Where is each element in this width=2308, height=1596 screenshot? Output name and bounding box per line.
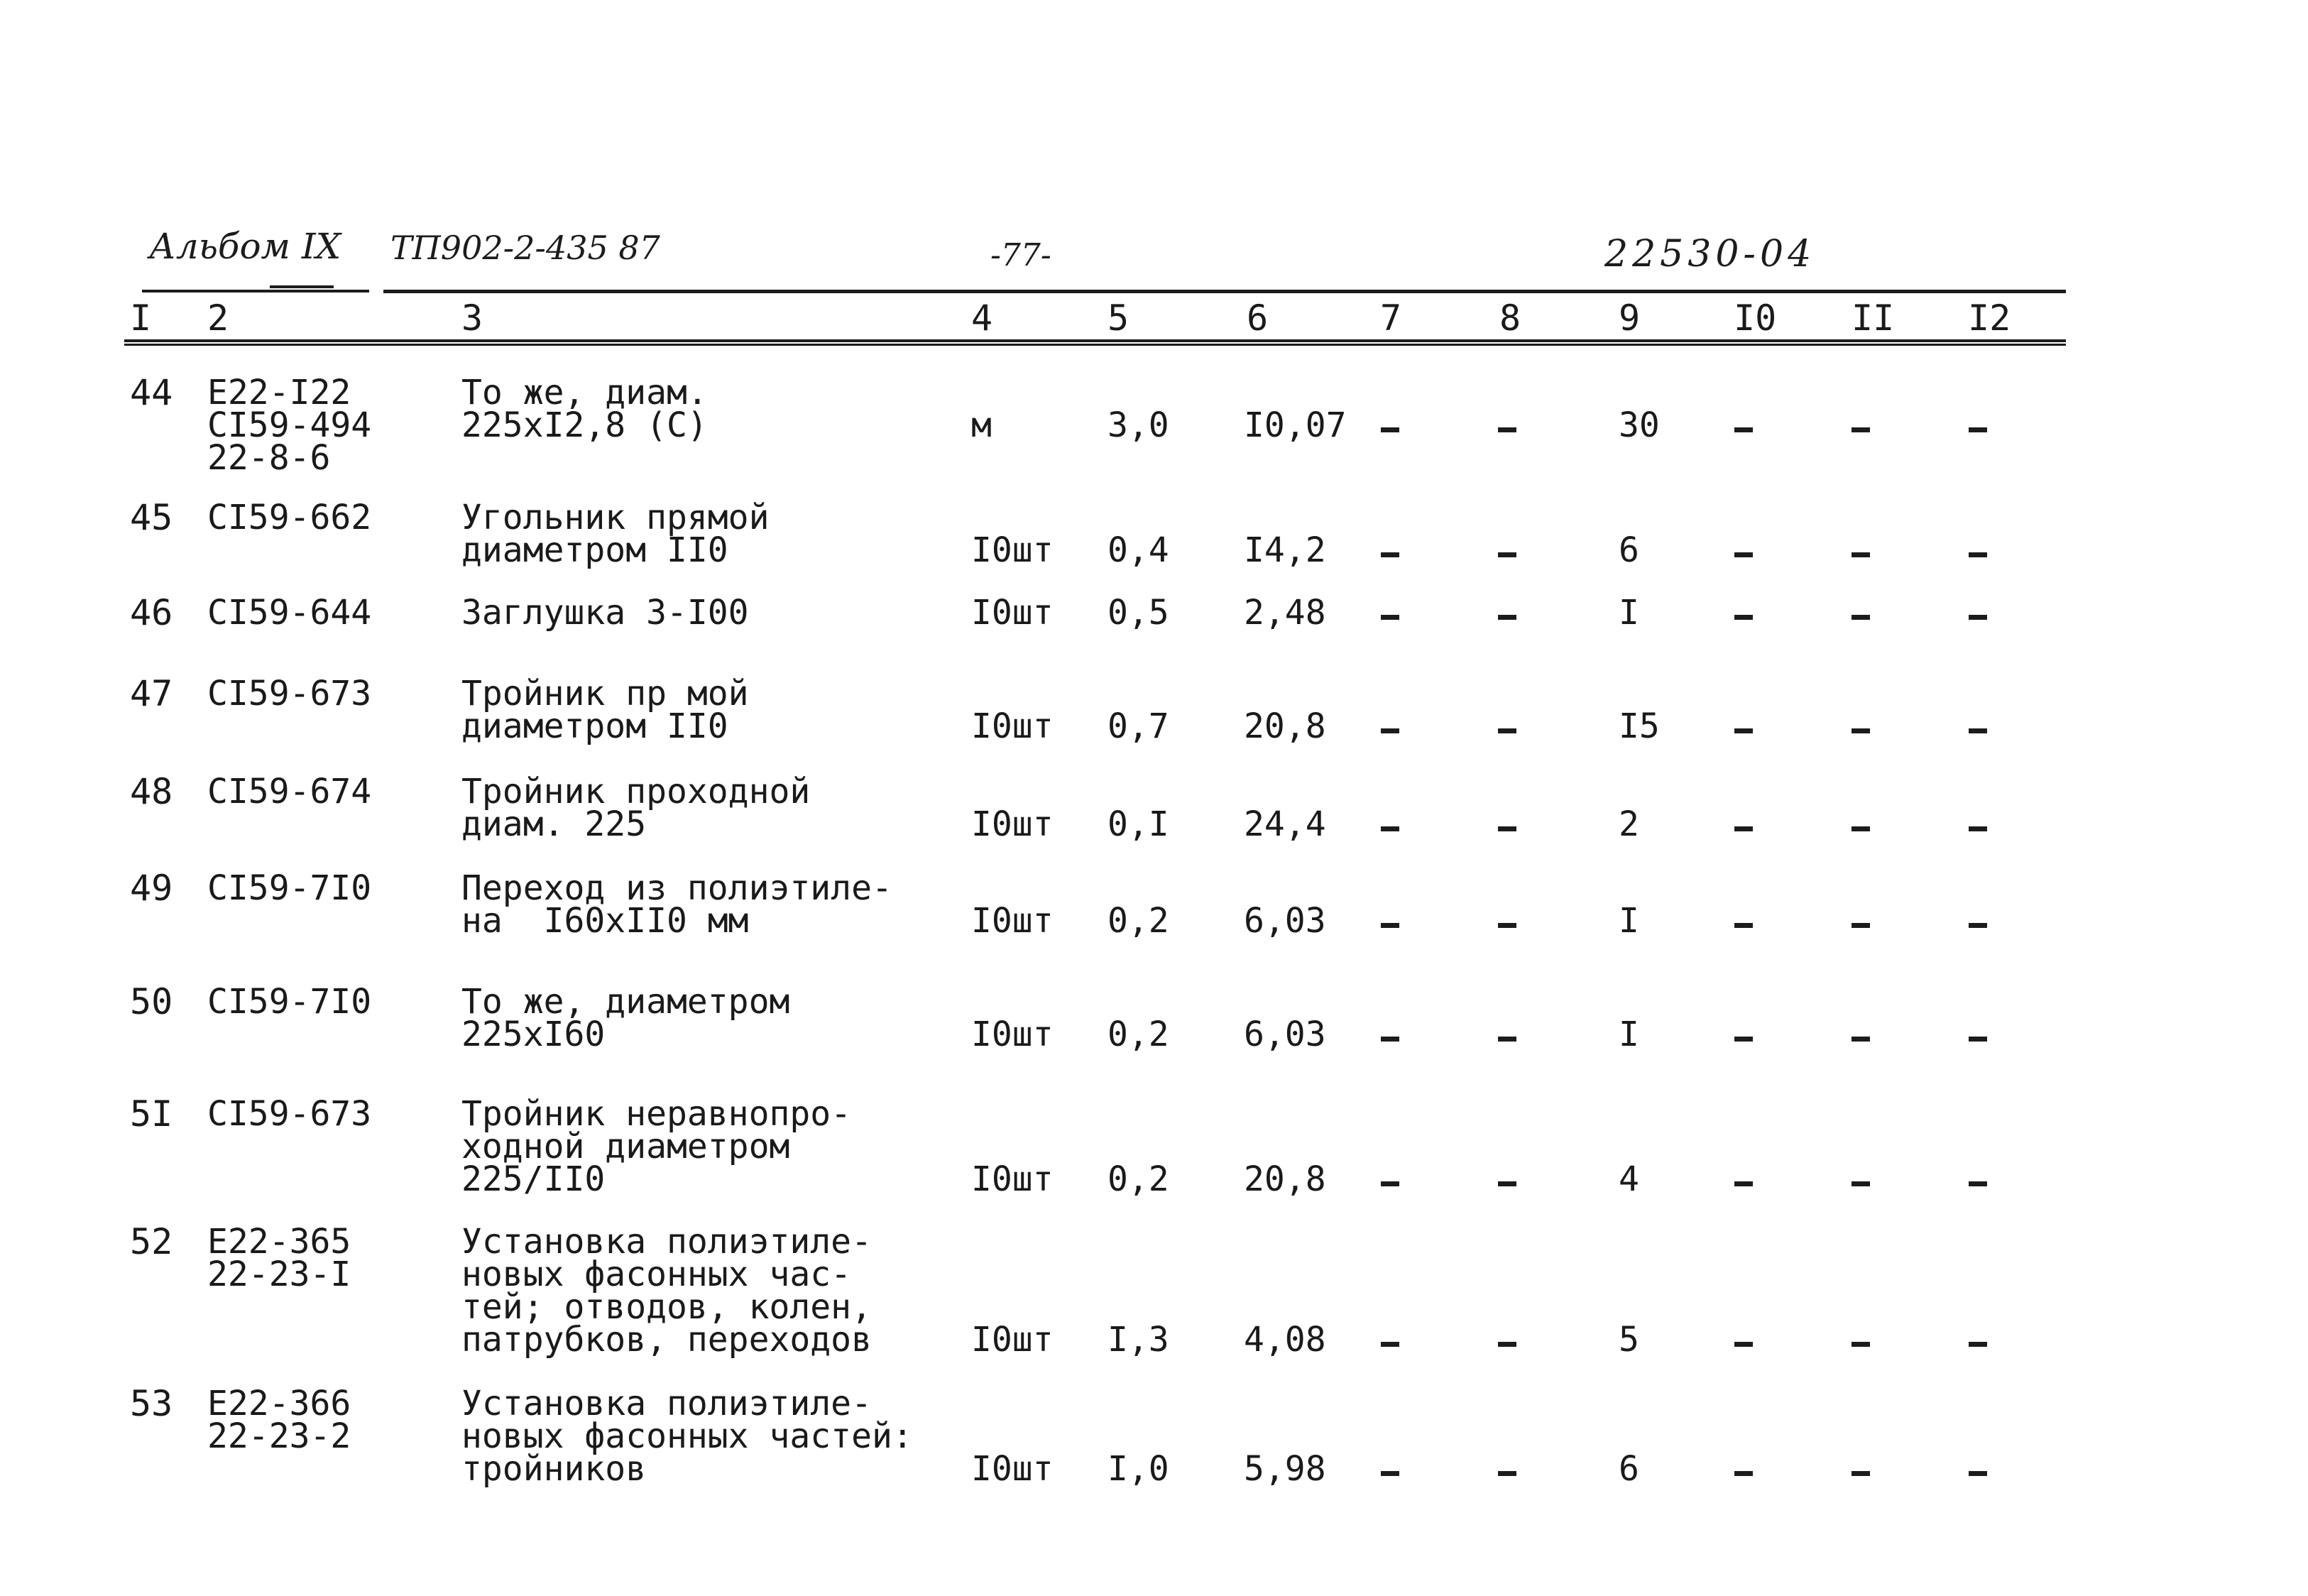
dash-mark-c10 bbox=[1734, 1342, 1753, 1347]
dash-mark-c7 bbox=[1381, 923, 1399, 928]
document-number: 22530-04 bbox=[1604, 233, 1816, 275]
row-code: Е22-I22 СI59-494 22-8-6 bbox=[207, 373, 372, 478]
column-header-rule-lower bbox=[124, 344, 2066, 346]
row-name: Установка полиэтиле- новых фасонных частей: тройников bbox=[461, 1384, 913, 1489]
dash-mark-c8 bbox=[1498, 552, 1516, 557]
row-value-col5: 3,0 bbox=[1107, 405, 1169, 445]
dash-mark-c11 bbox=[1852, 552, 1870, 557]
row-value-col9: 30 bbox=[1619, 405, 1660, 445]
column-header: 7 bbox=[1380, 297, 1402, 339]
dash-mark-c7 bbox=[1381, 1181, 1399, 1186]
row-unit: I0шт bbox=[971, 901, 1054, 941]
dash-mark-c11 bbox=[1852, 1471, 1870, 1476]
row-value-col5: 0,2 bbox=[1107, 1015, 1169, 1054]
row-value-col5: I,3 bbox=[1107, 1320, 1169, 1360]
row-value-col6: 24,4 bbox=[1244, 804, 1326, 844]
row-code: СI59-7I0 bbox=[207, 982, 372, 1022]
row-value-col6: I4,2 bbox=[1244, 530, 1326, 570]
dash-mark-c8 bbox=[1498, 1037, 1516, 1042]
row-unit: I0шт bbox=[971, 706, 1054, 746]
header-rule-left bbox=[142, 290, 369, 293]
row-unit: I0шт bbox=[971, 593, 1054, 633]
row-number: 45 bbox=[130, 497, 173, 538]
row-unit: I0шт bbox=[971, 1449, 1054, 1489]
row-value-col6: 5,98 bbox=[1244, 1449, 1326, 1489]
row-unit: I0шт bbox=[971, 804, 1054, 844]
row-number: 46 bbox=[130, 592, 173, 633]
dash-mark-c11 bbox=[1852, 728, 1870, 733]
row-value-col6: 2,48 bbox=[1244, 593, 1326, 633]
row-value-col5: 0,4 bbox=[1107, 530, 1169, 570]
dash-mark-c12 bbox=[1969, 728, 1987, 733]
dash-mark-c10 bbox=[1734, 1037, 1753, 1042]
row-number: 44 bbox=[130, 372, 173, 413]
row-value-col9: I bbox=[1619, 901, 1639, 941]
dash-mark-c12 bbox=[1969, 923, 1987, 928]
dash-mark-c12 bbox=[1969, 1342, 1987, 1347]
row-value-col5: 0,7 bbox=[1107, 706, 1169, 746]
album-label: Альбом IX bbox=[149, 226, 341, 267]
row-value-col9: 6 bbox=[1619, 1449, 1639, 1489]
dash-mark-c11 bbox=[1852, 826, 1870, 831]
row-code: СI59-674 bbox=[207, 772, 372, 811]
dash-mark-c8 bbox=[1498, 1471, 1516, 1476]
row-name: Угольник прямой диаметром II0 bbox=[461, 498, 770, 570]
row-value-col9: I bbox=[1619, 593, 1639, 633]
dash-mark-c10 bbox=[1734, 615, 1753, 620]
column-header: 4 bbox=[971, 297, 993, 339]
project-code: ТП902-2-435 87 bbox=[390, 229, 660, 267]
row-number: 50 bbox=[130, 981, 173, 1022]
row-value-col6: 20,8 bbox=[1244, 1159, 1326, 1199]
dash-mark-c12 bbox=[1969, 427, 1987, 432]
row-value-col6: I0,07 bbox=[1244, 405, 1347, 445]
dash-mark-c10 bbox=[1734, 1181, 1753, 1186]
dash-mark-c10 bbox=[1734, 427, 1753, 432]
row-name: То же, диам. 225хI2,8 (С) bbox=[461, 373, 708, 445]
dash-mark-c12 bbox=[1969, 1037, 1987, 1042]
column-header: 2 bbox=[207, 297, 229, 339]
row-value-col5: 0,2 bbox=[1107, 1159, 1169, 1199]
dash-mark-c10 bbox=[1734, 728, 1753, 733]
dash-mark-c10 bbox=[1734, 826, 1753, 831]
dash-mark-c11 bbox=[1852, 1181, 1870, 1186]
dash-mark-c12 bbox=[1969, 1471, 1987, 1476]
dash-mark-c11 bbox=[1852, 1037, 1870, 1042]
row-number: 49 bbox=[130, 868, 173, 909]
dash-mark-c11 bbox=[1852, 615, 1870, 620]
row-value-col6: 4,08 bbox=[1244, 1320, 1326, 1360]
row-value-col6: 20,8 bbox=[1244, 706, 1326, 746]
row-value-col5: 0,I bbox=[1107, 804, 1169, 844]
row-number: 5I bbox=[130, 1093, 173, 1135]
row-number: 53 bbox=[130, 1383, 173, 1424]
row-value-col5: I,0 bbox=[1107, 1449, 1169, 1489]
dash-mark-c8 bbox=[1498, 826, 1516, 831]
dash-mark-c8 bbox=[1498, 1181, 1516, 1186]
dash-mark-c7 bbox=[1381, 1342, 1399, 1347]
column-header: I bbox=[130, 297, 152, 339]
dash-mark-c7 bbox=[1381, 1471, 1399, 1476]
column-header: 9 bbox=[1619, 297, 1641, 339]
row-number: 52 bbox=[130, 1221, 173, 1262]
column-header-rule bbox=[124, 339, 2066, 342]
dash-mark-c8 bbox=[1498, 728, 1516, 733]
dash-mark-c7 bbox=[1381, 615, 1399, 620]
dash-mark-c8 bbox=[1498, 923, 1516, 928]
dash-mark-c12 bbox=[1969, 615, 1987, 620]
row-name: Переход из полиэтиле- на I60хII0 мм bbox=[461, 868, 892, 941]
row-value-col9: 6 bbox=[1619, 530, 1639, 570]
column-header: 8 bbox=[1499, 297, 1521, 339]
dash-mark-c10 bbox=[1734, 1471, 1753, 1476]
dash-mark-c8 bbox=[1498, 615, 1516, 620]
row-name: Тройник неравнопро- ходной диаметром 225/II0 bbox=[461, 1094, 852, 1199]
row-code: Е22-365 22-23-I bbox=[207, 1222, 351, 1294]
page-number: -77- bbox=[990, 237, 1051, 273]
dash-mark-c12 bbox=[1969, 1181, 1987, 1186]
row-value-col5: 0,2 bbox=[1107, 901, 1169, 941]
dash-mark-c11 bbox=[1852, 1342, 1870, 1347]
column-header: I0 bbox=[1734, 297, 1777, 339]
dash-mark-c10 bbox=[1734, 552, 1753, 557]
row-name: Заглушка З-I00 bbox=[461, 593, 749, 633]
row-value-col9: 2 bbox=[1619, 804, 1639, 844]
row-unit: I0шт bbox=[971, 1159, 1054, 1199]
row-name: Тройник пр мой диаметром II0 bbox=[461, 674, 749, 746]
row-number: 47 bbox=[130, 673, 173, 714]
column-header: 6 bbox=[1247, 297, 1269, 339]
dash-mark-c7 bbox=[1381, 728, 1399, 733]
row-unit: I0шт bbox=[971, 1320, 1054, 1360]
row-name: Тройник проходной диам. 225 bbox=[461, 772, 811, 844]
row-name: Установка полиэтиле- новых фасонных час- тей; отводов, колен, патрубков, переходов bbox=[461, 1222, 872, 1360]
row-unit: м bbox=[971, 405, 992, 445]
dash-mark-c8 bbox=[1498, 427, 1516, 432]
row-unit: I0шт bbox=[971, 530, 1054, 570]
row-code: СI59-7I0 bbox=[207, 868, 372, 908]
row-name: То же, диаметром 225хI60 bbox=[461, 982, 790, 1054]
row-value-col6: 6,03 bbox=[1244, 901, 1326, 941]
dash-mark-c11 bbox=[1852, 427, 1870, 432]
dash-mark-c11 bbox=[1852, 923, 1870, 928]
dash-mark-c10 bbox=[1734, 923, 1753, 928]
column-header: II bbox=[1852, 297, 1895, 339]
dash-mark-c12 bbox=[1969, 826, 1987, 831]
column-header: 3 bbox=[461, 297, 483, 339]
row-code: СI59-673 bbox=[207, 674, 372, 714]
dash-mark-c8 bbox=[1498, 1342, 1516, 1347]
column-header: 5 bbox=[1107, 297, 1130, 339]
row-value-col9: 4 bbox=[1619, 1159, 1639, 1199]
row-code: СI59-662 bbox=[207, 498, 372, 537]
dash-mark-c7 bbox=[1381, 427, 1399, 432]
dash-mark-c7 bbox=[1381, 552, 1399, 557]
row-code: СI59-644 bbox=[207, 593, 372, 633]
header-rule bbox=[383, 290, 2066, 293]
row-value-col5: 0,5 bbox=[1107, 593, 1169, 633]
dash-mark-c12 bbox=[1969, 552, 1987, 557]
row-value-col9: I bbox=[1619, 1015, 1639, 1054]
dash-mark-c7 bbox=[1381, 826, 1399, 831]
row-unit: I0шт bbox=[971, 1015, 1054, 1054]
row-value-col6: 6,03 bbox=[1244, 1015, 1326, 1054]
row-value-col9: 5 bbox=[1619, 1320, 1639, 1360]
album-underline bbox=[270, 285, 334, 288]
row-code: СI59-673 bbox=[207, 1094, 372, 1134]
row-number: 48 bbox=[130, 771, 173, 812]
row-value-col9: I5 bbox=[1619, 706, 1660, 746]
dash-mark-c7 bbox=[1381, 1037, 1399, 1042]
row-code: Е22-366 22-23-2 bbox=[207, 1384, 351, 1456]
column-header: I2 bbox=[1968, 297, 2011, 339]
